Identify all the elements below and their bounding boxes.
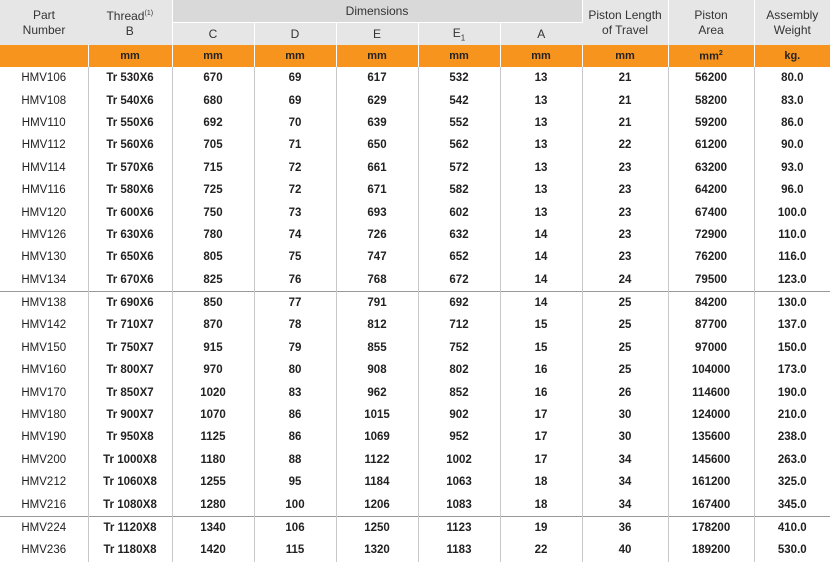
unit-d: mm — [254, 45, 336, 67]
unit-travel: mm — [582, 45, 668, 67]
cell-e1: 952 — [418, 426, 500, 448]
thread-footnote-marker: (1) — [144, 10, 154, 17]
cell-thread: Tr 650X6 — [88, 246, 172, 268]
cell-e: 1184 — [336, 471, 418, 493]
cell-d: 88 — [254, 449, 336, 471]
cell-e: 1069 — [336, 426, 418, 448]
cell-piston-area: 56200 — [668, 67, 754, 89]
cell-c: 670 — [172, 67, 254, 89]
cell-thread: Tr 710X7 — [88, 314, 172, 336]
unit-part — [0, 45, 88, 67]
cell-c: 705 — [172, 134, 254, 156]
cell-e: 650 — [336, 134, 418, 156]
header-a: A — [500, 23, 582, 46]
cell-d: 95 — [254, 471, 336, 493]
cell-part-number: HMV114 — [0, 157, 88, 179]
cell-c: 1420 — [172, 539, 254, 561]
cell-part-number: HMV142 — [0, 314, 88, 336]
cell-piston-travel: 23 — [582, 224, 668, 246]
cell-e1: 752 — [418, 337, 500, 359]
cell-e1: 532 — [418, 67, 500, 89]
unit-thread: mm — [88, 45, 172, 67]
cell-part-number: HMV110 — [0, 112, 88, 134]
cell-e: 639 — [336, 112, 418, 134]
cell-assembly-weight: 530.0 — [777, 544, 807, 557]
cell-assembly-weight: 96.0 — [781, 184, 804, 197]
cell-a: 16 — [500, 359, 582, 381]
cell-e: 617 — [336, 67, 418, 89]
cell-piston-area: 72900 — [668, 224, 754, 246]
cell-d: 86 — [254, 426, 336, 448]
cell-piston-area: 61200 — [668, 134, 754, 156]
cell-thread: Tr 850X7 — [88, 381, 172, 403]
cell-d: 86 — [254, 404, 336, 426]
cell-thread: Tr 600X6 — [88, 201, 172, 223]
cell-thread: Tr 540X6 — [88, 89, 172, 111]
cell-a: 13 — [500, 157, 582, 179]
cell-thread: Tr 530X6 — [88, 67, 172, 89]
cell-assembly-weight: 410.0 — [754, 516, 830, 539]
cell-d: 75 — [254, 246, 336, 268]
cell-d: 78 — [254, 314, 336, 336]
cell-c: 1255 — [172, 471, 254, 493]
cell-piston-area: 145600 — [668, 449, 754, 471]
cell-e1: 582 — [418, 179, 500, 201]
cell-a: 13 — [500, 134, 582, 156]
cell-part-number: HMV224 — [0, 516, 88, 539]
cell-a: 14 — [500, 269, 582, 292]
cell-piston-area: 189200 — [668, 539, 754, 561]
cell-a: 13 — [500, 179, 582, 201]
cell-e1: 1083 — [418, 493, 500, 516]
header-part-number-line1: Part — [32, 7, 55, 22]
cell-thread: Tr 580X6 — [88, 179, 172, 201]
cell-e1: 542 — [418, 89, 500, 111]
cell-piston-area: 135600 — [668, 426, 754, 448]
cell-e1: 802 — [418, 359, 500, 381]
cell-a: 13 — [500, 89, 582, 111]
cell-assembly-weight: 93.0 — [781, 161, 804, 174]
table-row — [0, 224, 830, 246]
cell-a: 14 — [500, 246, 582, 268]
cell-c: 750 — [172, 201, 254, 223]
cell-piston-travel: 34 — [582, 493, 668, 516]
cell-piston-area: 84200 — [668, 291, 754, 314]
cell-piston-travel: 23 — [582, 157, 668, 179]
header-e: E — [336, 23, 418, 46]
cell-a: 13 — [500, 112, 582, 134]
cell-c: 1340 — [172, 516, 254, 539]
cell-e1: 692 — [418, 291, 500, 314]
cell-thread: Tr 1120X8 — [88, 516, 172, 539]
cell-c: 780 — [172, 224, 254, 246]
cell-part-number: HMV190 — [0, 426, 88, 448]
header-e1-letter: E — [452, 25, 461, 40]
cell-e: 671 — [336, 179, 418, 201]
cell-a: 14 — [500, 291, 582, 314]
table-row — [0, 67, 830, 89]
cell-thread: Tr 670X6 — [88, 269, 172, 292]
cell-assembly-weight: 100.0 — [777, 206, 807, 219]
cell-a: 13 — [500, 67, 582, 89]
header-piston-area-line2: Area — [698, 22, 724, 37]
cell-d: 100 — [254, 493, 336, 516]
cell-d: 73 — [254, 201, 336, 223]
cell-d: 106 — [254, 516, 336, 539]
header-thread — [88, 0, 172, 45]
cell-assembly-weight: 263.0 — [777, 453, 807, 466]
cell-a: 17 — [500, 449, 582, 471]
cell-piston-travel: 23 — [582, 246, 668, 268]
cell-piston-travel: 22 — [582, 134, 668, 156]
header-part-number-line2: Number — [22, 22, 66, 37]
cell-assembly-weight: 110.0 — [778, 228, 807, 241]
cell-c: 1020 — [172, 381, 254, 403]
header-piston-length-line2: of Travel — [602, 22, 649, 37]
cell-e: 1122 — [336, 449, 418, 471]
cell-part-number: HMV126 — [0, 224, 88, 246]
cell-d: 70 — [254, 112, 336, 134]
unit-weight: kg. — [754, 45, 830, 67]
cell-a: 13 — [500, 201, 582, 223]
cell-assembly-weight: 210.0 — [777, 409, 807, 422]
cell-e: 962 — [336, 381, 418, 403]
header-thread-line2: B — [125, 24, 134, 38]
cell-piston-area: 124000 — [668, 404, 754, 426]
cell-c: 825 — [172, 269, 254, 292]
header-piston-area — [668, 0, 754, 45]
cell-piston-area: 97000 — [668, 337, 754, 359]
table-row — [0, 471, 830, 493]
cell-c: 850 — [172, 291, 254, 314]
cell-part-number: HMV130 — [0, 246, 88, 268]
cell-piston-area: 63200 — [668, 157, 754, 179]
table-row — [0, 426, 830, 448]
header-e1 — [418, 23, 500, 46]
cell-assembly-weight: 173.0 — [777, 364, 807, 377]
cell-a: 15 — [500, 314, 582, 336]
cell-piston-area: 114600 — [668, 381, 754, 403]
cell-e: 1015 — [336, 404, 418, 426]
cell-assembly-weight: 345.0 — [777, 498, 807, 511]
cell-piston-area: 64200 — [668, 179, 754, 201]
table-row — [0, 359, 830, 381]
cell-thread: Tr 630X6 — [88, 224, 172, 246]
cell-d: 71 — [254, 134, 336, 156]
cell-part-number: HMV160 — [0, 359, 88, 381]
cell-thread: Tr 900X7 — [88, 404, 172, 426]
cell-a: 18 — [500, 493, 582, 516]
cell-d: 115 — [254, 539, 336, 561]
cell-piston-travel: 24 — [582, 269, 668, 292]
table-row — [0, 201, 830, 223]
cell-d: 79 — [254, 337, 336, 359]
cell-d: 80 — [254, 359, 336, 381]
cell-assembly-weight: 130.0 — [754, 291, 830, 314]
cell-part-number: HMV212 — [0, 471, 88, 493]
cell-thread: Tr 1000X8 — [88, 449, 172, 471]
table-row — [0, 516, 830, 539]
cell-piston-area: 87700 — [668, 314, 754, 336]
cell-a: 17 — [500, 404, 582, 426]
cell-e1: 602 — [418, 201, 500, 223]
cell-a: 16 — [500, 381, 582, 403]
cell-e: 726 — [336, 224, 418, 246]
table-row — [0, 157, 830, 179]
cell-piston-travel: 30 — [582, 426, 668, 448]
cell-e1: 902 — [418, 404, 500, 426]
cell-d: 69 — [254, 89, 336, 111]
cell-piston-area: 59200 — [668, 112, 754, 134]
header-thread-line1: Thread — [106, 9, 145, 23]
cell-assembly-weight: 83.0 — [781, 94, 804, 107]
unit-a: mm — [500, 45, 582, 67]
cell-assembly-weight: 190.0 — [777, 386, 807, 399]
cell-piston-area: 178200 — [668, 516, 754, 539]
cell-c: 715 — [172, 157, 254, 179]
cell-c: 692 — [172, 112, 254, 134]
cell-piston-travel: 25 — [582, 291, 668, 314]
cell-part-number: HMV150 — [0, 337, 88, 359]
cell-e: 812 — [336, 314, 418, 336]
table-row — [0, 493, 830, 516]
cell-e1: 672 — [418, 269, 500, 292]
cell-e1: 1123 — [418, 516, 500, 539]
header-piston-area-line1: Piston — [694, 7, 728, 22]
cell-piston-area: 104000 — [668, 359, 754, 381]
cell-part-number: HMV108 — [0, 89, 88, 111]
units-row — [0, 45, 830, 67]
cell-e1: 562 — [418, 134, 500, 156]
cell-e1: 632 — [418, 224, 500, 246]
table-row — [0, 314, 830, 336]
cell-a: 17 — [500, 426, 582, 448]
cell-c: 725 — [172, 179, 254, 201]
cell-part-number: HMV116 — [0, 179, 88, 201]
cell-part-number: HMV200 — [0, 449, 88, 471]
cell-part-number: HMV236 — [0, 539, 88, 561]
table-body — [0, 67, 830, 562]
cell-e: 791 — [336, 291, 418, 314]
unit-area-superscript: 2 — [718, 49, 723, 57]
cell-piston-travel: 36 — [582, 516, 668, 539]
cell-piston-travel: 25 — [582, 359, 668, 381]
table-row — [0, 381, 830, 403]
cell-thread: Tr 800X7 — [88, 359, 172, 381]
cell-part-number: HMV216 — [0, 493, 88, 516]
cell-e: 1320 — [336, 539, 418, 561]
table-row — [0, 404, 830, 426]
cell-thread: Tr 560X6 — [88, 134, 172, 156]
unit-area-text: mm — [699, 50, 719, 63]
cell-piston-area: 76200 — [668, 246, 754, 268]
cell-part-number: HMV120 — [0, 201, 88, 223]
cell-piston-travel: 34 — [582, 471, 668, 493]
cell-thread: Tr 1060X8 — [88, 471, 172, 493]
cell-e1: 1002 — [418, 449, 500, 471]
cell-a: 15 — [500, 337, 582, 359]
cell-piston-travel: 26 — [582, 381, 668, 403]
cell-part-number: HMV112 — [0, 134, 88, 156]
cell-e1: 852 — [418, 381, 500, 403]
cell-piston-travel: 21 — [582, 112, 668, 134]
header-e1-subscript: 1 — [460, 33, 466, 43]
unit-e1: mm — [418, 45, 500, 67]
cell-c: 1280 — [172, 493, 254, 516]
table-row — [0, 89, 830, 111]
cell-assembly-weight: 116.0 — [778, 251, 807, 264]
header-weight-line2: Weight — [773, 22, 811, 37]
cell-assembly-weight: 86.0 — [781, 116, 804, 129]
cell-thread: Tr 950X8 — [88, 426, 172, 448]
cell-e: 1206 — [336, 493, 418, 516]
cell-assembly-weight: 80.0 — [781, 72, 804, 85]
cell-d: 74 — [254, 224, 336, 246]
table-row — [0, 112, 830, 134]
cell-thread: Tr 1080X8 — [88, 493, 172, 516]
cell-piston-travel: 30 — [582, 404, 668, 426]
cell-d: 83 — [254, 381, 336, 403]
cell-e: 661 — [336, 157, 418, 179]
cell-d: 72 — [254, 157, 336, 179]
header-part-number — [0, 0, 88, 45]
cell-c: 870 — [172, 314, 254, 336]
cell-piston-travel: 25 — [582, 314, 668, 336]
cell-piston-area: 58200 — [668, 89, 754, 111]
cell-assembly-weight: 137.0 — [777, 319, 807, 332]
cell-c: 680 — [172, 89, 254, 111]
header-assembly-weight — [754, 0, 830, 45]
header-c: C — [172, 23, 254, 46]
cell-piston-area: 67400 — [668, 201, 754, 223]
cell-piston-travel: 21 — [582, 89, 668, 111]
cell-e: 1250 — [336, 516, 418, 539]
table-row — [0, 337, 830, 359]
cell-part-number: HMV170 — [0, 381, 88, 403]
table-row — [0, 246, 830, 268]
cell-a: 19 — [500, 516, 582, 539]
unit-c: mm — [172, 45, 254, 67]
cell-a: 22 — [500, 539, 582, 561]
cell-assembly-weight: 325.0 — [777, 476, 807, 489]
header-dimensions: Dimensions — [172, 0, 582, 23]
cell-a: 14 — [500, 224, 582, 246]
cell-d: 77 — [254, 291, 336, 314]
cell-c: 1125 — [172, 426, 254, 448]
cell-e: 693 — [336, 201, 418, 223]
cell-piston-travel: 34 — [582, 449, 668, 471]
cell-c: 970 — [172, 359, 254, 381]
cell-e: 855 — [336, 337, 418, 359]
cell-thread: Tr 750X7 — [88, 337, 172, 359]
cell-piston-area: 161200 — [668, 471, 754, 493]
cell-e1: 572 — [418, 157, 500, 179]
cell-e: 768 — [336, 269, 418, 292]
cell-thread: Tr 570X6 — [88, 157, 172, 179]
cell-e1: 1183 — [418, 539, 500, 561]
table-row — [0, 449, 830, 471]
cell-d: 69 — [254, 67, 336, 89]
cell-e: 908 — [336, 359, 418, 381]
cell-e1: 1063 — [418, 471, 500, 493]
table-row — [0, 291, 830, 314]
table-row — [0, 269, 830, 292]
header-weight-line1: Assembly — [766, 7, 819, 22]
cell-piston-travel: 40 — [582, 539, 668, 561]
cell-piston-area: 167400 — [668, 493, 754, 516]
cell-d: 72 — [254, 179, 336, 201]
table-header — [0, 0, 830, 45]
header-piston-length — [582, 0, 668, 45]
cell-c: 1070 — [172, 404, 254, 426]
cell-part-number: HMV138 — [0, 291, 88, 314]
cell-assembly-weight: 123.0 — [777, 273, 807, 286]
cell-e: 747 — [336, 246, 418, 268]
cell-thread: Tr 690X6 — [88, 291, 172, 314]
cell-assembly-weight: 90.0 — [781, 139, 804, 152]
cell-c: 1180 — [172, 449, 254, 471]
cell-assembly-weight: 150.0 — [777, 341, 807, 354]
cell-e1: 652 — [418, 246, 500, 268]
unit-e: mm — [336, 45, 418, 67]
cell-c: 805 — [172, 246, 254, 268]
unit-area — [668, 45, 754, 67]
cell-piston-area: 79500 — [668, 269, 754, 292]
header-d: D — [254, 23, 336, 46]
header-piston-length-line1: Piston Length — [588, 7, 662, 22]
cell-piston-travel: 23 — [582, 179, 668, 201]
cell-assembly-weight: 238.0 — [777, 431, 807, 444]
cell-d: 76 — [254, 269, 336, 292]
cell-e1: 552 — [418, 112, 500, 134]
cell-part-number: HMV106 — [0, 67, 88, 89]
cell-e: 629 — [336, 89, 418, 111]
cell-c: 915 — [172, 337, 254, 359]
table-row — [0, 539, 830, 561]
table-row — [0, 134, 830, 156]
cell-part-number: HMV180 — [0, 404, 88, 426]
cell-thread: Tr 550X6 — [88, 112, 172, 134]
table-row — [0, 179, 830, 201]
cell-a: 18 — [500, 471, 582, 493]
cell-part-number: HMV134 — [0, 269, 88, 292]
cell-e1: 712 — [418, 314, 500, 336]
cell-piston-travel: 21 — [582, 67, 668, 89]
cell-piston-travel: 23 — [582, 201, 668, 223]
cell-thread: Tr 1180X8 — [88, 539, 172, 561]
cell-piston-travel: 25 — [582, 337, 668, 359]
